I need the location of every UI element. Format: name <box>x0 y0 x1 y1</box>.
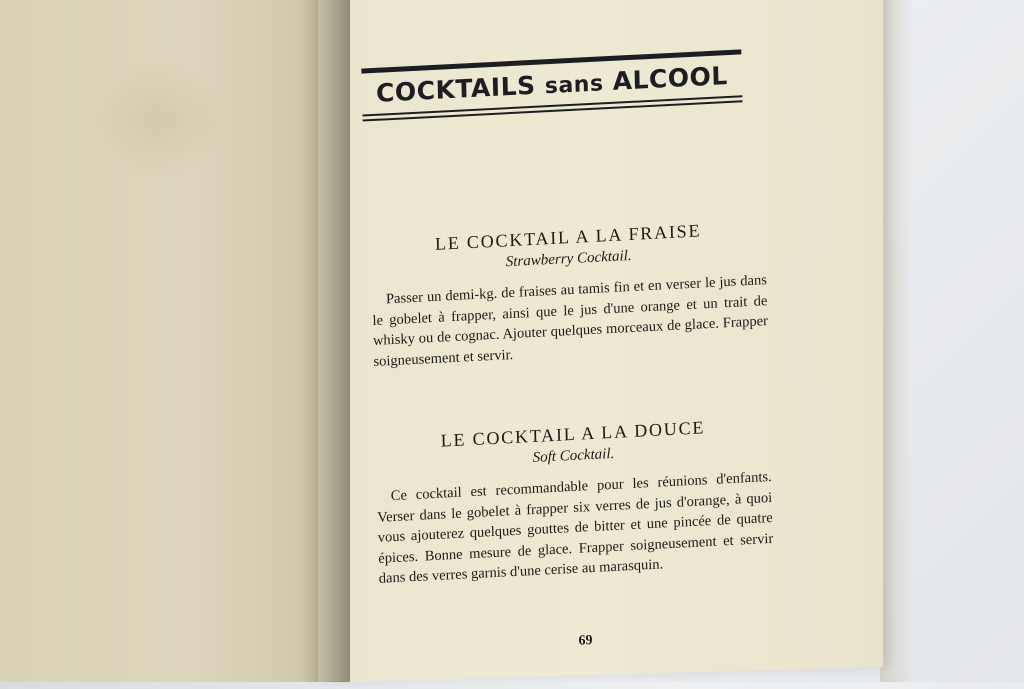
right-page <box>318 0 883 682</box>
book-gutter-shadow <box>300 0 350 682</box>
recipe-body: Ce cocktail est recommandable pour les réunions d'enfants. Verser dans le gobelet à frapper six verres de jus d'orange, à quoi vous ajouterez quelques gouttes de bitter et une pincée de quatre épices. Bonne mesure de glace. Frapper soigneusement et servir dans des verres garnis d'une cerise au marasquin. <box>377 468 774 587</box>
recipe-body: Passer un demi-kg. de fraises au tamis fin et en verser le jus dans le gobelet à frapper, ainsi que le jus d'une orange et un trait de whisky ou de cognac. Ajouter quelques morceaux de glace. Frapper soigneusement et servir. <box>372 272 769 370</box>
page-number: 69 <box>578 633 593 649</box>
recipe-heading: LE COCKTAIL A LA FRAISE <box>434 220 702 254</box>
title-word-alcool: ALCOOL <box>612 61 729 96</box>
title-word-cocktails: COCKTAILS <box>375 70 536 108</box>
title-word-sans: sans <box>544 71 604 100</box>
recipe-heading: LE COCKTAIL A LA DOUCE <box>440 417 706 451</box>
recipe-subtitle: Strawberry Cocktail. <box>505 247 632 271</box>
title-block <box>361 49 742 121</box>
page-content <box>310 0 891 689</box>
recipe-subtitle: Soft Cocktail. <box>532 445 615 467</box>
left-page <box>0 0 345 682</box>
recipe-soft <box>375 414 774 589</box>
recipe-strawberry <box>370 217 768 372</box>
